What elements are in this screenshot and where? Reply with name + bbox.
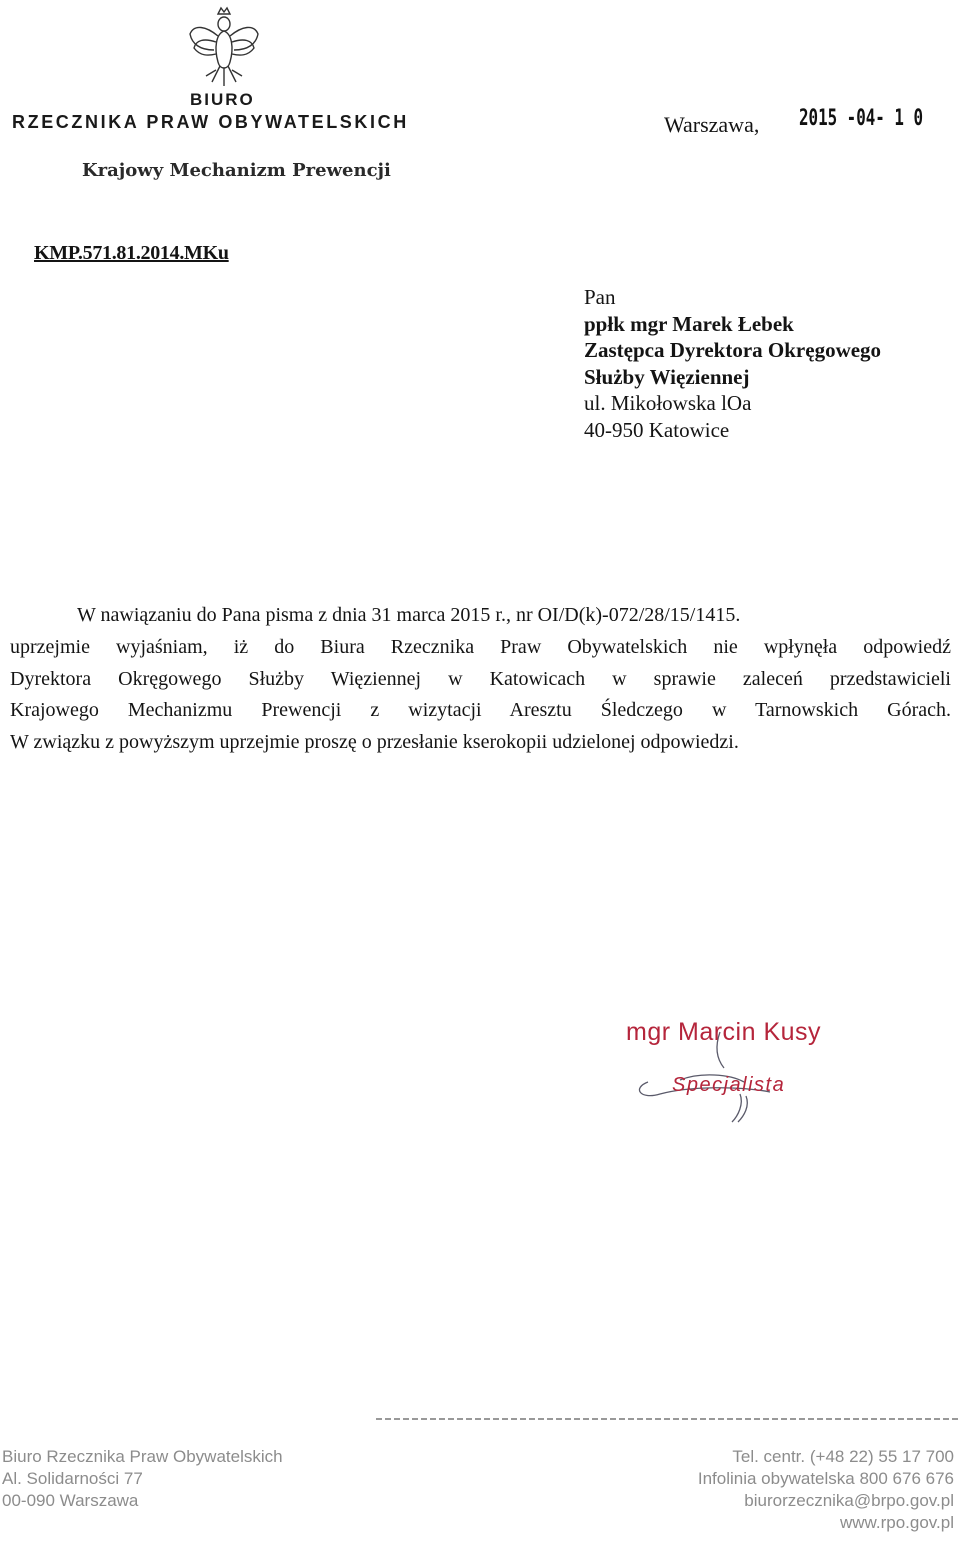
date-stamp: 2015 -04- 1 0 — [799, 106, 923, 131]
org-name-line1: BIURO — [190, 90, 255, 109]
footer-address-line: 00-090 Warszawa — [2, 1491, 139, 1510]
org-name-line2: RZECZNIKA PRAW OBYWATELSKICH — [12, 112, 409, 132]
addressee-city: 40-950 Katowice — [584, 417, 730, 442]
body-line: Dyrektora Okręgowego Służby Więziennej w Katowicach w sprawie zaleceń przedstawicieli — [10, 667, 951, 690]
footer-address-line: Biuro Rzecznika Praw Obywatelskich — [2, 1447, 283, 1466]
addressee-block — [584, 284, 881, 443]
body-line: Krajowego Mechanizmu Prewencji z wizytacji Aresztu Śledczego w Tarnowskich Górach. — [10, 699, 951, 722]
footer-address — [2, 1446, 283, 1512]
body-line: W nawiązaniu do Pana pisma z dnia 31 marca 2015 r., nr OI/D(k)-072/28/15/1415. — [77, 604, 741, 626]
addressee-institution: Służby Więziennej — [584, 364, 750, 389]
body-line: uprzejmie wyjaśniam, iż do Biura Rzecznika Praw Obywatelskich nie wpłynęła odpowiedź — [10, 635, 951, 658]
signatory-name: mgr Marcin Kusy — [626, 1018, 822, 1046]
addressee-position: Zastępca Dyrektora Okręgowego — [584, 338, 882, 362]
case-reference: KMP.571.81.2014.MKu — [34, 242, 229, 264]
footer-hotline: Infolinia obywatelska 800 676 676 — [697, 1469, 954, 1488]
org-subunit: Krajowy Mechanizm Prewencji — [82, 160, 391, 181]
letter-body — [10, 600, 951, 759]
footer-contact — [698, 1446, 954, 1534]
body-line: W związku z powyższym uprzejmie proszę o przesłanie kserokopii udzielonej odpowiedzi. — [10, 731, 739, 754]
place-label: Warszawa, — [664, 112, 760, 137]
footer-divider — [376, 1418, 958, 1420]
footer-phone: Tel. centr. (+48 22) 55 17 700 — [732, 1447, 954, 1466]
addressee-name: ppłk mgr Marek Łebek — [584, 311, 794, 336]
signatory-title: Specjalista — [672, 1074, 786, 1096]
addressee-street: ul. Mikołowska lOa — [584, 391, 752, 415]
addressee-salutation: Pan — [584, 285, 616, 309]
eagle-emblem-icon — [186, 4, 262, 92]
footer-address-line: Al. Solidarności 77 — [2, 1469, 143, 1488]
footer-email: biurorzecznika@brpo.gov.pl — [744, 1491, 954, 1510]
footer-website: www.rpo.gov.pl — [839, 1513, 954, 1532]
